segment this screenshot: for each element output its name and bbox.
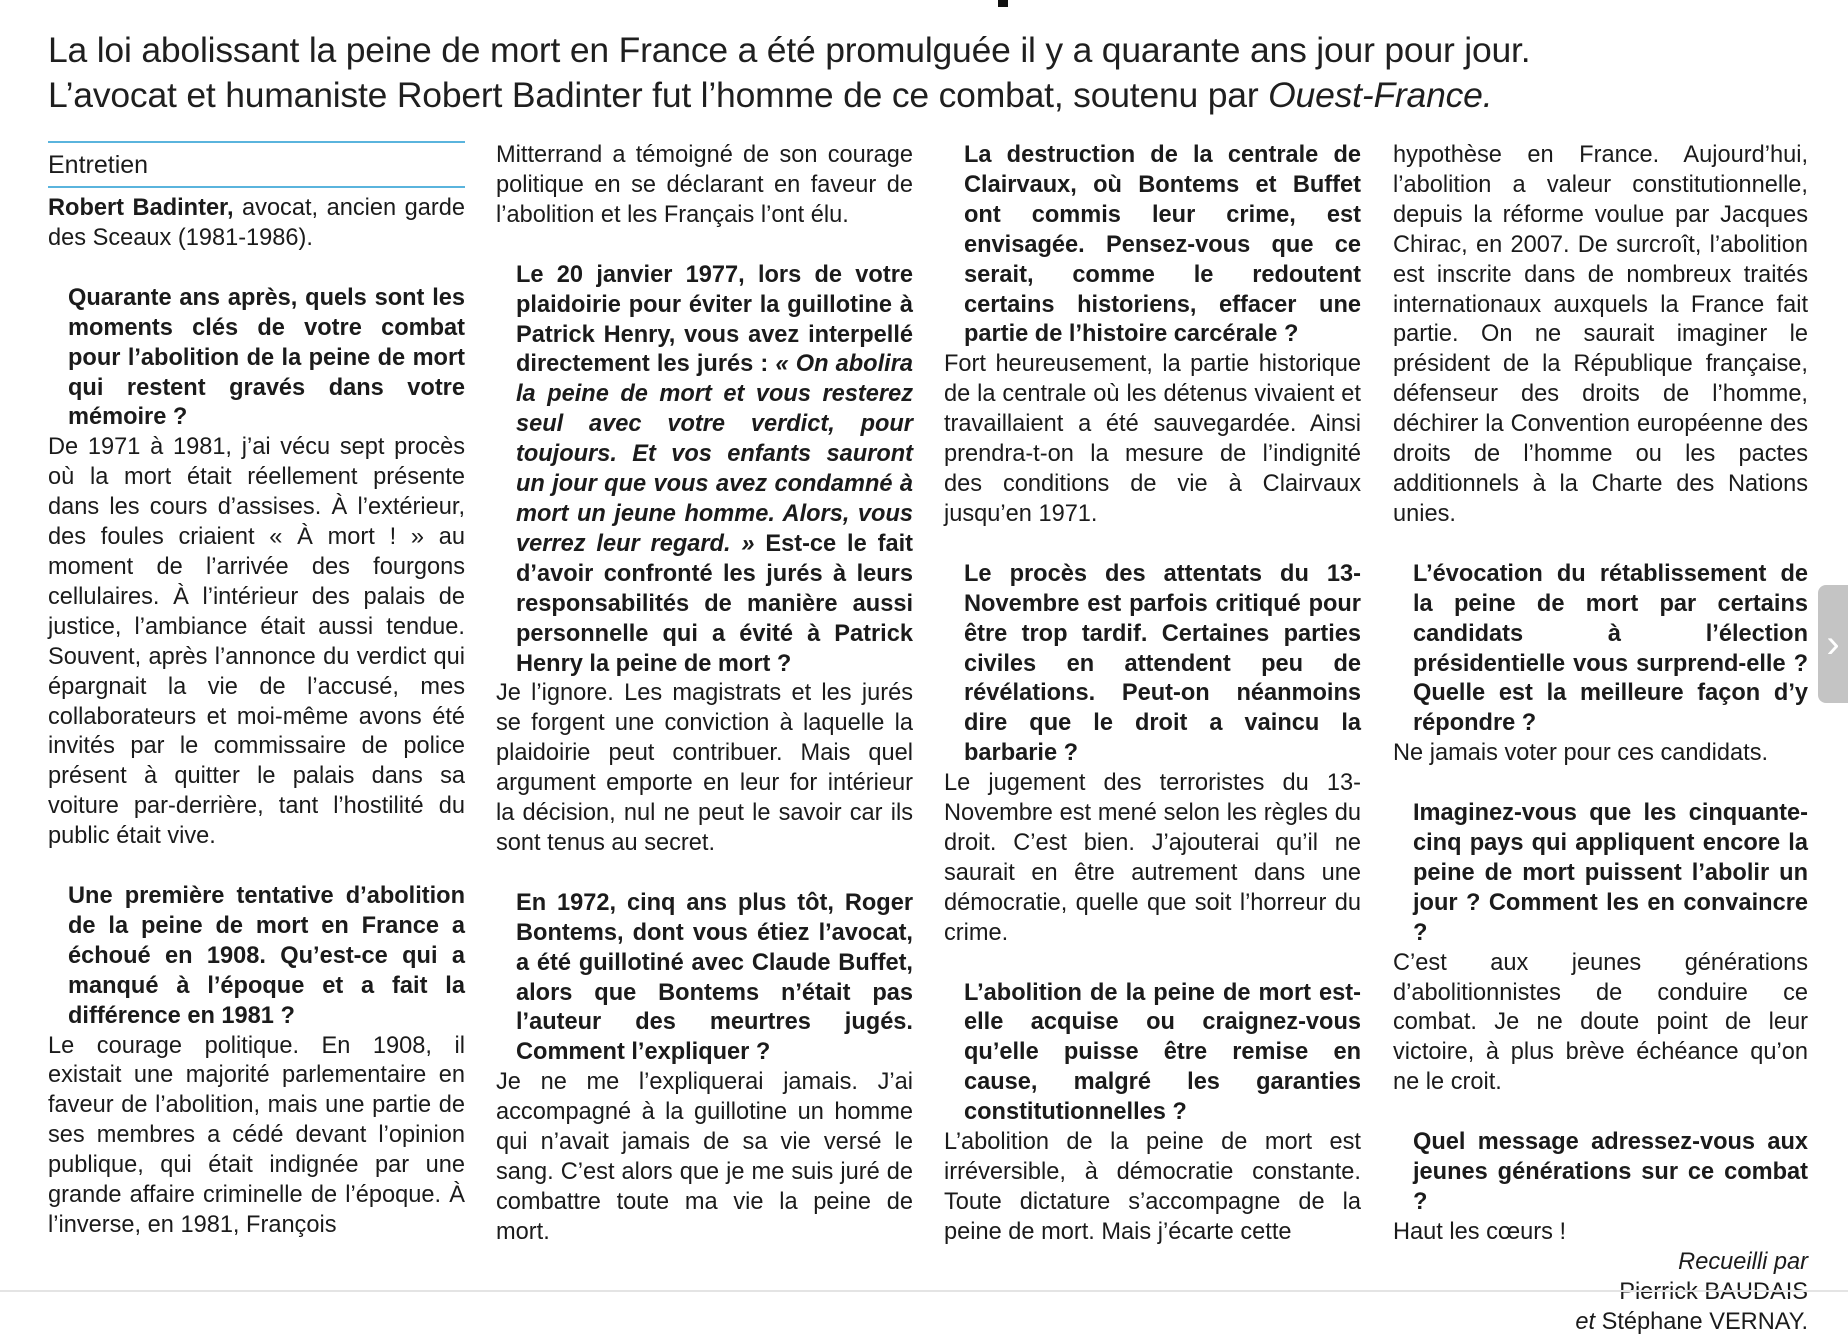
question-3-start: Le 20 janvier 1977, lors de votre plaidoirie pour éviter la guillotine à Patrick Henry, vous avez interpellé directement les jurés : (516, 261, 913, 378)
answer-9: C’est aux jeunes générations d’abolitionnistes de conduire ce combat. Je ne doute point de leur victoire, à plus brève échéance qu’on ne le croit. (1393, 949, 1808, 1096)
top-mark (998, 0, 1008, 7)
answer-1: De 1971 à 1981, j’ai vécu sept procès où la mort était réellement présente dans les cours d’assises. À l’extérieur, des foules criaient « À mort ! » au moment de l’arrivée des fourgons cellulaires. À l’intérieur des palais de justice, l’ambiance était aussi tendue. Souvent, après l’annonce du verdict qui épargnait la vie de l’accusé, mes collaborateurs et moi-même avons été invités par le commissaire de police présent à quitter le palais dans sa voiture par-derrière, tant l’hostilité du public était vive. (48, 434, 465, 850)
answer-2-continued: Mitterrand a témoigné de son courage politique en se déclarant en faveur de l’abolition et les Français l’ont élu. (496, 142, 913, 228)
question-3-end: Est-ce le fait d’avoir confronté les jurés à leurs responsabilités de manière aussi personnelle qui a évité à Patrick Henry la peine de mort ? (516, 530, 913, 677)
question-3 (496, 261, 913, 680)
interviewee-title: avocat, ancien garde des Sceaux (1981-1986). (48, 195, 465, 251)
rubric-rule-top (48, 141, 465, 143)
answer-10: Haut les cœurs ! (1393, 1218, 1567, 1245)
question-1: Quarante ans après, quels sont les moments clés de votre combat pour l’abolition de la peine de mort qui restent gravés dans votre mémoire ? (68, 284, 465, 431)
rubric-label: Entretien (48, 151, 149, 179)
question-8: L’évocation du rétablissement de la peine de mort par certains candidats à l’élection présidentielle vous surprend-elle ? Quelle est la meilleure façon d’y répondre ? (1413, 560, 1808, 737)
answer-7-continued: hypothèse en France. Aujourd’hui, l’abolition a valeur constitutionnelle, depuis la réforme voulue par Jacques Chirac, en 2007. De surcroît, l’abolition est inscrite dans de nombreux traités internationaux auxquels la France fait partie. On ne saurait imaginer le président de la République française, défenseur des droits de l’homme, déchirer la Convention européenne des droits de l’homme ou les pactes additionnels à la Charte des Nations unies. (1393, 142, 1808, 527)
answer-6: Le jugement des terroristes du 13-Novembre est mené selon les règles du droit. C’est bien. J’ajouterai qu’il ne saurait en être autrement dans une démocratie, quelle que soit l’horreur du crime. (944, 770, 1361, 946)
credit-author-1: Pierrick BAUDAIS (1619, 1278, 1808, 1305)
column-4 (1393, 141, 1808, 1338)
answer-2: Le courage politique. En 1908, il existait une majorité parlementaire en faveur de l’abolition, mais une partie de ses membres a cédé devant l’opinion publique, qui était indignée par une grande affaire criminelle de l’époque. À l’inverse, en 1981, François (48, 1032, 465, 1238)
question-4: En 1972, cinq ans plus tôt, Roger Bontems, dont vous étiez l’avocat, a été guillotiné avec Claude Buffet, alors que Bontems n’était pas l’auteur des meurtres jugés. Comment l’expliquer ? (516, 889, 913, 1066)
question-9: Imaginez-vous que les cinquante-cinq pays qui appliquent encore la peine de mort puissent l’abolir un jour ? Comment les en convaincre ? (1413, 800, 1808, 946)
dek-line-2-newspaper: Ouest-France. (1268, 75, 1493, 115)
intro (48, 194, 465, 254)
credit-label-text: Recueilli par (1678, 1248, 1808, 1275)
question-5: La destruction de la centrale de Clairvaux, où Bontems et Buffet ont commis leur crime, est envisagée. Pensez-vous que ce serait, comme le redoutent certains historiens, effacer une partie de l’histoire carcérale ? (964, 142, 1361, 348)
answer-5: Fort heureusement, la partie historique de la centrale où les détenus vivaient et travaillaient a été sauvegardée. Ainsi prendra-t-on la mesure de l’indignité des conditions de vie à Clairvaux jusqu’en 1971. (944, 351, 1361, 527)
bottom-divider (0, 1290, 1848, 1292)
credit-author-2 (1393, 1308, 1808, 1338)
question-3-quote: « On abolira la peine de mort et vous resterez seul avec votre verdict, pour toujours. Et vos enfants sauront un jour que vous avez condamné à mort un jeune homme. Alors, vous verrez leur regard. » (516, 351, 914, 557)
question-6: Le procès des attentats du 13-Novembre est parfois critiqué pour être trop tardif. Certaines parties civiles en attendent peu de révélations. Peut-on néanmoins dire que le droit a vaincu la barbarie ? (964, 560, 1361, 767)
rubric-rule-bottom (48, 186, 465, 188)
dek-line-2 (48, 73, 1768, 118)
question-7: L’abolition de la peine de mort est-elle acquise ou craignez-vous qu’elle puisse être remise en cause, malgré les garanties constitutionnelles ? (964, 979, 1361, 1126)
answer-8: Ne jamais voter pour ces candidats. (1393, 740, 1769, 767)
interviewee-name: Robert Badinter, (48, 195, 234, 221)
credit-author-2-name: Stéphane VERNAY. (1595, 1308, 1808, 1335)
dek-line-1: La loi abolissant la peine de mort en France a été promulguée il y a quarante ans jour pour jour. (48, 30, 1531, 70)
column-1 (48, 141, 465, 1241)
column-2 (496, 141, 913, 1248)
answer-4: Je ne me l’expliquerai jamais. J’ai accompagné à la guillotine un homme qui n’avait jamais de sa vie versé le sang. C’est alors que je me suis juré de combattre toute ma vie la peine de mort. (496, 1069, 913, 1245)
question-10: Quel message adressez-vous aux jeunes générations sur ce combat ? (1413, 1129, 1808, 1215)
next-page-button[interactable] (1818, 585, 1848, 703)
dek-line-2-text: L’avocat et humaniste Robert Badinter fut l’homme de ce combat, soutenu par (48, 75, 1269, 115)
question-2: Une première tentative d’abolition de la peine de mort en France a échoué en 1908. Qu’est-ce qui a manqué à l’époque et a fait la différence en 1981 ? (68, 883, 465, 1029)
credit-and: et (1575, 1308, 1596, 1335)
credit-label (1393, 1248, 1808, 1278)
chevron-right-icon: › (1826, 622, 1840, 666)
article-dek (48, 28, 1768, 118)
answer-7: L’abolition de la peine de mort est irréversible, à démocratie constante. Toute dictature s’accompagne de la peine de mort. Mais j’écarte cette (944, 1129, 1361, 1245)
column-3 (944, 141, 1361, 1248)
answer-3: Je l’ignore. Les magistrats et les jurés se forgent une conviction à laquelle la plaidoirie peut contribuer. Mais quel argument emporte en leur for intérieur la décision, nul ne peut le savoir car ils sont tenus au secret. (496, 680, 913, 856)
